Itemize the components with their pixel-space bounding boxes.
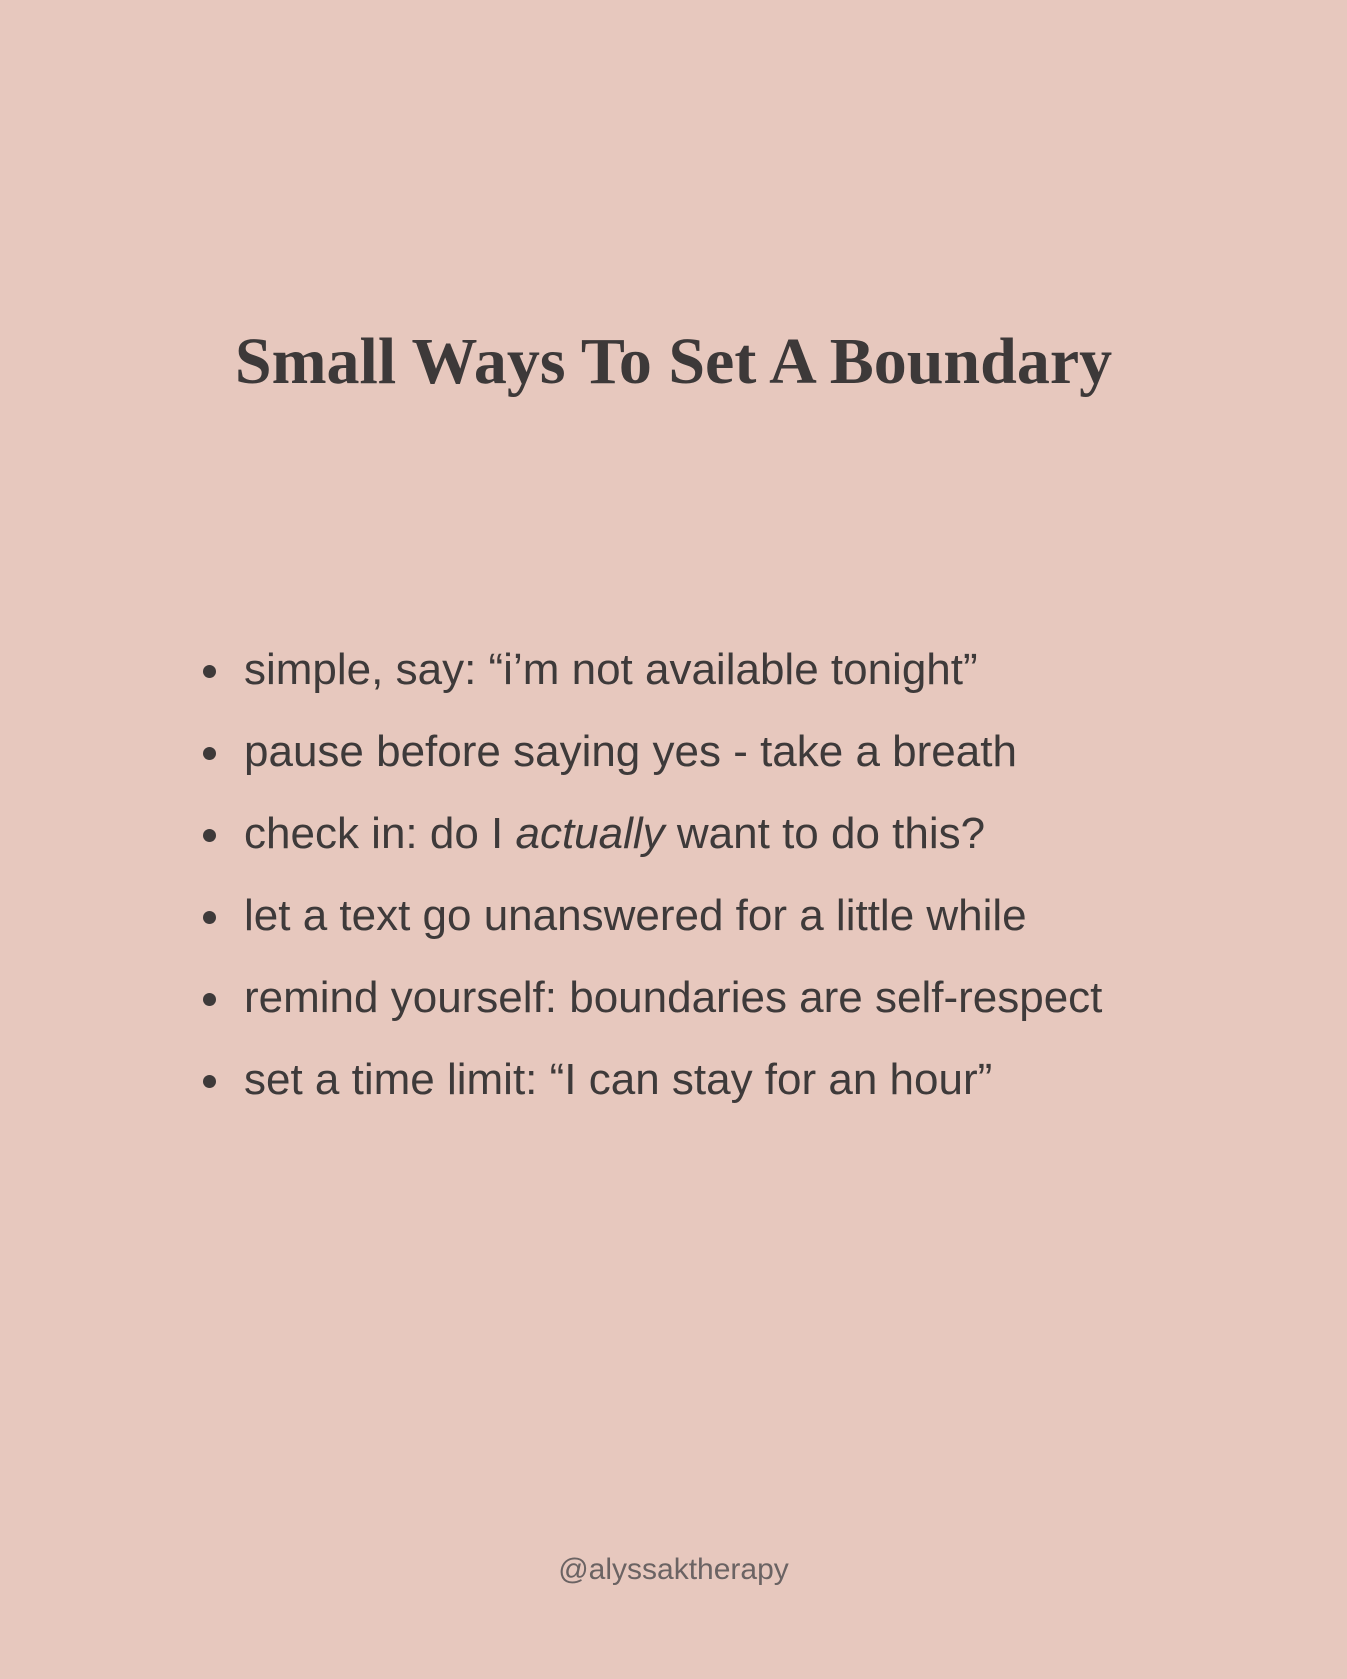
tip-text: set a time limit: “I can stay for an hour” xyxy=(244,1055,993,1104)
tip-text-start: check in: do I xyxy=(244,809,516,858)
tip-text: let a text go unanswered for a little while xyxy=(244,891,1027,940)
list-item xyxy=(198,960,1318,1042)
bullet-dot-icon xyxy=(203,911,216,924)
bullet-dot-icon xyxy=(203,665,216,678)
bullet-dot-icon xyxy=(203,993,216,1006)
list-item xyxy=(198,1042,1318,1124)
card-title: Small Ways To Set A Boundary xyxy=(234,325,1113,398)
list-item xyxy=(198,796,1318,878)
tip-text-emphasis: actually xyxy=(515,809,665,858)
tip-text: remind yourself: boundaries are self-respect xyxy=(244,973,1103,1022)
bullet-dot-icon xyxy=(203,1075,216,1088)
bullet-dot-icon xyxy=(203,747,216,760)
list-item xyxy=(198,632,1318,714)
tip-text: pause before saying yes - take a breath xyxy=(244,727,1017,776)
author-handle: @alyssaktherapy xyxy=(558,1553,789,1586)
list-item xyxy=(198,714,1318,796)
tip-text: simple, say: “i’m not available tonight” xyxy=(244,645,978,694)
boundary-tips-list xyxy=(198,632,1318,1124)
list-item xyxy=(198,878,1318,960)
tip-text-end: want to do this? xyxy=(664,809,986,858)
bullet-dot-icon xyxy=(203,829,216,842)
